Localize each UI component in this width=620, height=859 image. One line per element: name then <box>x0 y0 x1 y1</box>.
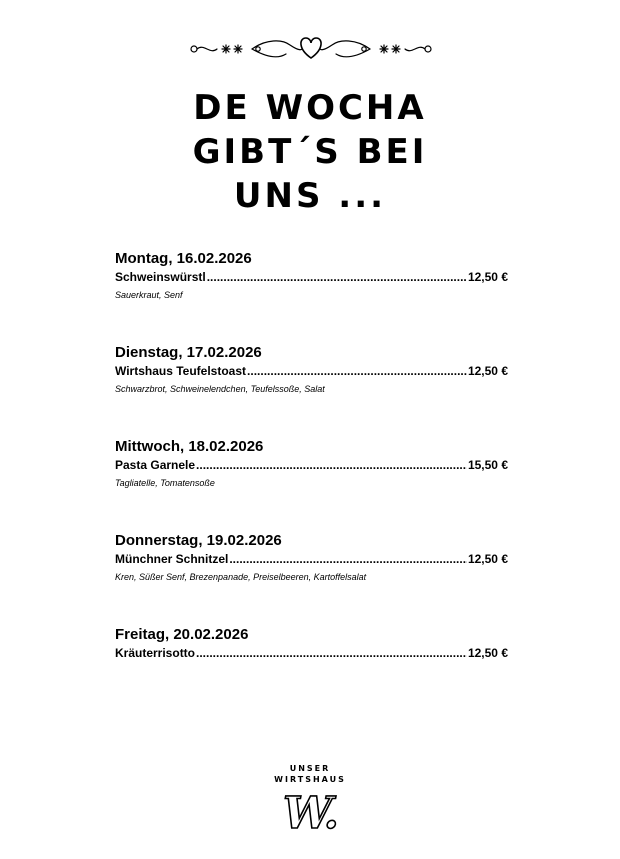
dish-name: Schweinswürstl <box>115 270 206 284</box>
dish-name: Pasta Garnele <box>115 458 196 472</box>
dish-sides: Sauerkraut, Senf <box>115 290 183 300</box>
dish-price: 12,50 € <box>467 552 508 566</box>
day-heading: Mittwoch, 18.02.2026 <box>115 438 264 455</box>
dish-line <box>115 269 508 286</box>
dish-sides: Tagliatelle, Tomatensoße <box>115 478 215 488</box>
dish-line <box>115 457 508 474</box>
dish-name: Wirtshaus Teufelstoast <box>115 364 247 378</box>
dot-leader <box>247 363 467 380</box>
day-heading: Montag, 16.02.2026 <box>115 250 252 267</box>
dish-price: 12,50 € <box>467 270 508 284</box>
day-heading: Freitag, 20.02.2026 <box>115 626 249 643</box>
weekly-menu <box>115 249 508 719</box>
title-line: DE WOCHA <box>193 88 427 128</box>
page-title <box>0 86 620 218</box>
dot-leader <box>196 645 467 662</box>
dot-leader <box>207 269 467 286</box>
menu-day <box>115 625 508 719</box>
menu-day <box>115 531 508 625</box>
dish-sides: Schwarzbrot, Schweinelendchen, Teufelssoße, Salat <box>115 384 325 394</box>
title-line: UNS ... <box>233 176 387 216</box>
dot-leader <box>229 551 467 568</box>
logo-mark: W. <box>283 788 337 839</box>
dish-price: 12,50 € <box>467 646 508 660</box>
dish-line <box>115 645 508 662</box>
menu-day <box>115 437 508 531</box>
dish-line <box>115 363 508 380</box>
logo-line-wirtshaus: WIRTSHAUS <box>274 775 346 784</box>
logo-line-unser: UNSER <box>289 764 331 773</box>
menu-day <box>115 249 508 343</box>
title-line: GIBT´S BEI <box>192 132 428 172</box>
dish-price: 15,50 € <box>467 458 508 472</box>
day-heading: Donnerstag, 19.02.2026 <box>115 532 282 549</box>
menu-day <box>115 343 508 437</box>
dot-leader <box>196 457 467 474</box>
dish-line <box>115 551 508 568</box>
dish-name: Kräuterrisotto <box>115 646 196 660</box>
wirtshaus-logo <box>0 763 620 839</box>
dish-name: Münchner Schnitzel <box>115 552 229 566</box>
heart-flourish-icon <box>186 33 436 63</box>
dish-sides: Kren, Süßer Senf, Brezenpanade, Preiselbeeren, Kartoffelsalat <box>115 572 367 582</box>
dish-price: 12,50 € <box>467 364 508 378</box>
day-heading: Dienstag, 17.02.2026 <box>115 344 262 361</box>
